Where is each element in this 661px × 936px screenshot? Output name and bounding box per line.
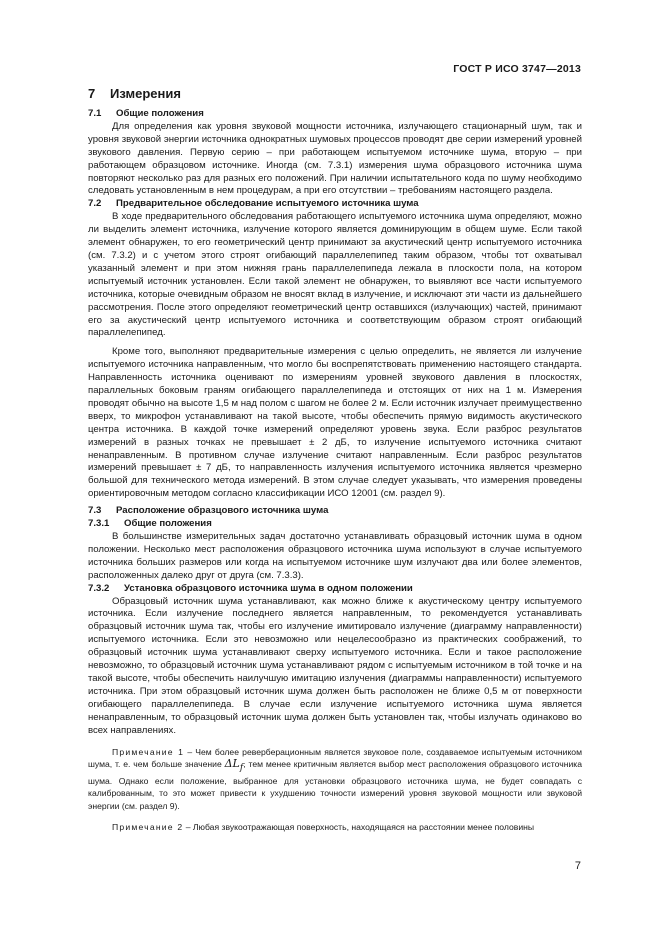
section-number: 7.2 <box>88 198 102 210</box>
formula-subscript: f <box>239 762 244 774</box>
note-label: Примечание 1 <box>112 746 185 757</box>
section-title: Измерения <box>110 86 181 101</box>
note-text: – Любая звукоотражающая поверхность, находящаяся на расстоянии менее половины <box>183 821 535 832</box>
section-title: Установка образцового источника шума в одном положении <box>124 582 413 594</box>
paragraph: В ходе предварительного обследования работающего испытуемого источника шума определяют, можно ли выделить элемент источника, излучение которого является доминирующим в общем шуме. Если такой элемент обнаружен, то его геометрический центр принимают за акустический центр испытуемого источника (см. 7.3.2) и с учетом этого строят огибающий параллелепипед таким образом, чтобы тот охватывал указанный элемент и при этом нижняя грань параллелепипеда лежала в плоскости пола, на котором испытуемый источник установлен. Если такой элемент не обнаружен, то выявляют все части испытуемого источника, которые очевидным образом не вносят вклад в излучение, и исключают эти части из дальнейшего рассмотрения. После этого определяют геометрический центр оставшихся (излучающих) частей, принимают его за акустический центр испытуемого источника и соответствующим образом строят огибающий параллелепипед. <box>88 211 582 339</box>
paragraph: Для определения как уровня звуковой мощности источника, излучающего стационарный шум, так и уровня звуковой энергии источника однократных шумовых процессов проводят две серии измерений уровней звукового давления. Первую серию – при работающем испытуемом источнике шума, вторую – при работающем образцовом источнике. Иногда (см. 7.3.1) измерения шума образцового источника шума повторяют несколько раз для разных его положений. При наличии испытательного кода по шуму необходимо следовать установленным в нем процедурам, а при его отсутствии – требованиям настоящего раздела. <box>88 120 582 197</box>
page-number: 7 <box>574 860 581 872</box>
note-text: , тем менее критичным является выбор мест расположения образцового источника шума. Однако если положение, выбранное для установки образцового источника шума, не будет совпадать с калиброванным, то это может привести к ухудшению точности измерений уровня звуковой мощности или звуковой энергии (см. раздел 9). <box>88 759 582 812</box>
paragraph: Образцовый источник шума устанавливают, как можно ближе к акустическому центру испытуемого источника. Если излучение последнего является направленным, то рекомендуется устанавливать образцовый источник шума так, чтобы его излучение имитировало излучение (диаграмму направленности) испытуемого источника. Если это невозможно или нецелесообразно из практических соображений, то образцовый источник шума устанавливают сверху испытуемого источника. Если и такое расположение невозможно, то образцовый источник шума устанавливают рядом с испытуемым источником в той точке и на такой высоте, чтобы обеспечить наилучшую имитацию излучения (диаграммы направленности) испытуемого источника. При этом образцовый источник шума должен быть расположен не ближе 0,5 м от поверхности огибающего параллелепипеда. В случае если излучение испытуемого источника шума является ненаправленным, то образцовый источник шума должен быть установлен так, чтобы излучать одинаково во всех направлениях. <box>88 595 582 736</box>
section-title: Общие положения <box>116 108 204 119</box>
section-7-3-1-heading <box>88 518 582 531</box>
section-7-2-heading <box>88 198 582 211</box>
note-2 <box>88 821 582 834</box>
section-number: 7.1 <box>88 108 102 119</box>
document-header: ГОСТ Р ИСО 3747—2013 <box>453 63 581 75</box>
section-title: Общие положения <box>124 518 212 530</box>
delta-lf-formula <box>224 757 244 774</box>
section-7-heading <box>88 86 582 102</box>
note-text: – Чем более реверберационным является звуковое поле, создаваемое испытуемым источником шума, т. е. чем больше значение <box>88 746 582 770</box>
note-label: Примечание 2 <box>112 821 184 832</box>
note-1 <box>88 746 582 813</box>
section-number: 7 <box>88 86 96 101</box>
section-title: Расположение образцового источника шума <box>116 505 329 517</box>
page-content <box>88 86 582 833</box>
section-title: Предварительное обследование испытуемого источника шума <box>116 198 419 210</box>
section-7-3-heading <box>88 505 582 518</box>
paragraph: Кроме того, выполняют предварительные измерения с целью определить, не является ли излучение испытуемого источника направленным, что могло бы воспрепятствовать применению настоящего стандарта. Направленность источника оценивают по измерениям уровней звукового давления в плоскостях, параллельных боковым граням огибающего параллелепипеда и отстоящих от них на 1 м. Измерения проводят обычно на высоте 1,5 м над полом с шагом не более 2 м. Если источник излучает преимущественно вверх, то микрофон устанавливают на такой высоте, чтобы обеспечить прямую видимость акустического центра источника. В каждой точке измерений определяют уровень звука. Если разброс результатов измерений в разных точках не превышает ± 2 дБ, то излучение испытуемого источника считают ненаправленным. В противном случае излучение считают направленным. Если разброс результатов измерений превышает ± 7 дБ, то направленность излучения испытуемого источника является чрезмерно большой для технического метода измерений. В этом случае следует указывать, что измерения проведены ориентировочным методом согласно классификации ИСО 12001 (см. раздел 9). <box>88 346 582 500</box>
section-7-1-heading <box>88 108 582 121</box>
section-number: 7.3 <box>88 505 102 517</box>
section-7-3-2-heading <box>88 583 582 596</box>
paragraph: В большинстве измерительных задач достаточно устанавливать образцовый источник шума в одном положении. Несколько мест расположения образцового источника шума используют в случае испытуемого источника больших размеров или когда на испытуемом источнике шум излучают два или более элементов, расположенных далеко друг от друга (см. 7.3.3). <box>88 531 582 581</box>
section-number: 7.3.1 <box>88 518 110 530</box>
formula-main: ΔL <box>224 757 240 771</box>
section-number: 7.3.2 <box>88 582 110 594</box>
